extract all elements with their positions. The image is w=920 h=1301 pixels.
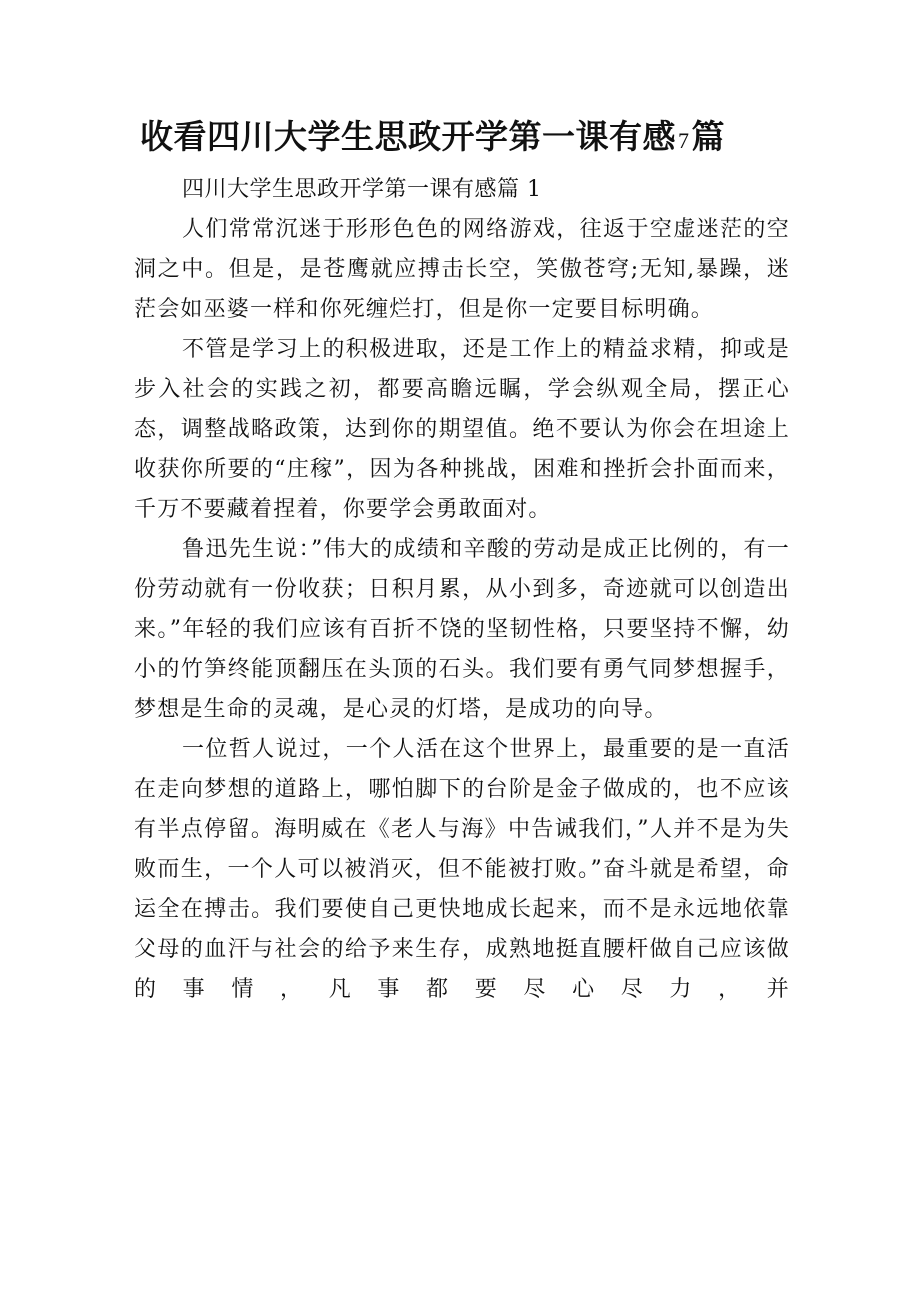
title-number: 7 <box>678 128 690 153</box>
title-main-text: 收看四川大学生思政开学第一课有感 <box>140 117 676 156</box>
section-subtitle: 四川大学生思政开学第一课有感篇 1 <box>182 177 542 202</box>
paragraph-4: 一位哲人说过，一个人活在这个世界上，最重要的是一直活在走向梦想的道路上，哪怕脚下的台阶是金子做成的，也不应该有半点停留。海明威在《老人与海》中告诫我们，”人并不是为失败而生，一个人可以被消灭，但不能被打败。”奋斗就是希望，命运全在搏击。我们要使自己更快地成长起来，而不是永远地依靠父母的血汗与社会的给予来生存，成熟地挺直腰杆做自己应该做的事情，凡事都要尽心尽力，并 <box>134 737 790 1002</box>
document-title <box>140 112 840 166</box>
paragraph-1: 人们常常沉迷于形形色色的网络游戏，往返于空虚迷茫的空洞之中。但是，是苍鹰就应搏击长空，笑傲苍穹;无知,暴躁，迷茫会如巫婆一样和你死缠烂打，但是你一定要目标明确。 <box>134 217 790 322</box>
document-body <box>134 170 790 1010</box>
title-suffix: 篇 <box>691 117 725 156</box>
paragraph-2: 不管是学习上的积极进取，还是工作上的精益求精，抑或是步入社会的实践之初，都要高瞻远瞩，学会纵观全局，摆正心态，调整战略政策，达到你的期望值。绝不要认为你会在坦途上收获你所要的“庄稼”，因为各种挑战，困难和挫折会扑面而来，千万不要藏着捏着，你要学会勇敢面对。 <box>134 337 790 522</box>
paragraph-3: 鲁迅先生说：”伟大的成绩和辛酸的劳动是成正比例的，有一份劳动就有一份收获；日积月累，从小到多，奇迹就可以创造出来。”年轻的我们应该有百折不饶的坚韧性格，只要坚持不懈，幼小的竹笋终能顶翻压在头顶的石头。我们要有勇气同梦想握手，梦想是生命的灵魂，是心灵的灯塔，是成功的向导。 <box>134 537 790 722</box>
